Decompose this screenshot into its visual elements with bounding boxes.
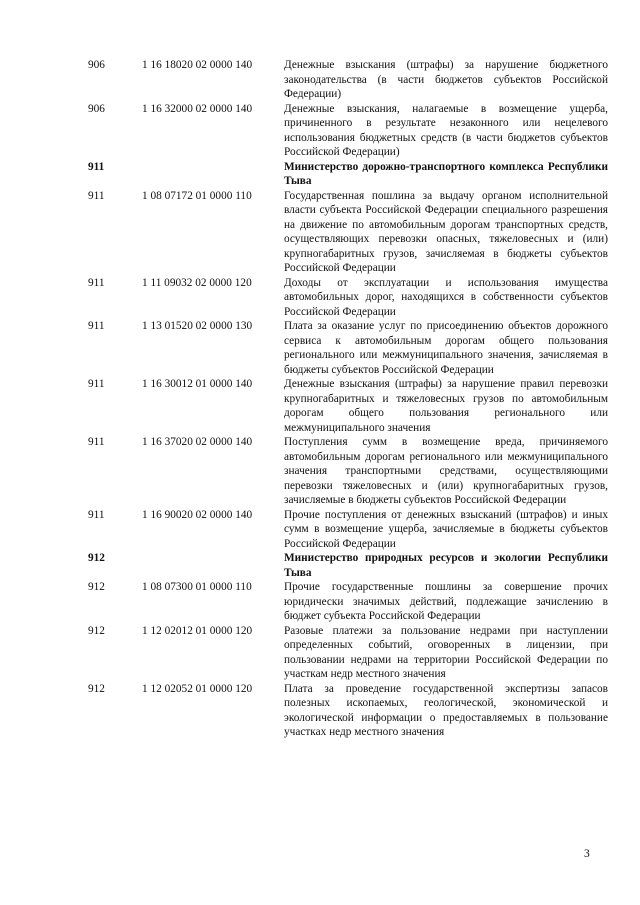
- administrator-code-cell: 912: [88, 682, 105, 695]
- revenue-description-cell: Государственная пошлина за выдачу органом исполнительной власти субъекта Российской Федерации специального разрешения на движение по автомобильным дорогам транспортных средств, осуществляющих перевозки опасных, тяжеловесных и (или) крупногабаритных грузов, зачисляемая в бюджеты субъектов Российской Федерации: [284, 189, 608, 274]
- table-row: [88, 102, 608, 160]
- page-number: 3: [584, 848, 590, 860]
- administrator-code-cell: 912: [88, 552, 105, 564]
- administrator-code-cell: 911: [88, 276, 105, 289]
- revenue-code-cell: 1 12 02012 01 0000 120: [142, 624, 253, 637]
- revenue-code-cell: 1 12 02052 01 0000 120: [142, 682, 253, 695]
- administrator-code-cell: 911: [88, 378, 105, 390]
- table-row: [88, 624, 608, 682]
- table-body: [88, 58, 608, 740]
- table-row: [88, 189, 608, 276]
- administrator-code-cell: 906: [88, 102, 105, 115]
- administrator-code-cell: 912: [88, 624, 105, 637]
- revenue-code-cell: 1 08 07300 01 0000 110: [142, 581, 252, 593]
- revenue-code-cell: 1 16 18020 02 0000 140: [142, 59, 253, 71]
- revenue-description-cell: Денежные взыскания (штрафы) за нарушение бюджетного законодательства (в части бюджетов субъектов Российской Федерации): [284, 59, 608, 100]
- administrator-code-cell: 911: [88, 320, 105, 332]
- administrator-code-cell: 911: [88, 189, 105, 202]
- table-row: [88, 319, 608, 377]
- revenue-code-cell: 1 08 07172 01 0000 110: [142, 189, 252, 202]
- revenue-description-cell: Разовые платежи за пользование недрами при наступлении определенных событий, оговоренных в лицензии, при пользовании недрами на территории Российской Федерации по участкам недр местного значения: [284, 624, 608, 680]
- revenue-description-cell: Поступления сумм в возмещение вреда, причиняемого автомобильным дорогам регионального или межмуниципального значения транспортными средствами, осуществляющими перевозки тяжеловесных и (или) крупногабаритных грузов, зачисляемые в бюджеты субъектов Российской Федерации: [284, 436, 608, 506]
- administrator-code-cell: 911: [88, 508, 105, 521]
- table-section-header-row: [88, 551, 608, 580]
- administrator-code-cell: 911: [88, 436, 105, 448]
- revenue-code-cell: [142, 551, 284, 580]
- table-row: [88, 508, 608, 552]
- revenue-description-cell: Министерство природных ресурсов и экологии Республики Тыва: [284, 552, 608, 579]
- revenue-description-cell: Денежные взыскания, налагаемые в возмещение ущерба, причиненного в результате незаконного или нецелевого использования бюджетных средств (в части бюджетов субъектов Российской Федерации): [284, 102, 608, 158]
- revenue-description-cell: Прочие государственные пошлины за совершение прочих юридически значимых действий, подлежащие зачислению в бюджет субъекта Российской Федерации: [284, 581, 608, 622]
- revenue-description-cell: Прочие поступления от денежных взысканий (штрафов) и иных сумм в возмещение ущерба, зачисляемые в бюджеты субъектов Российской Федерации: [284, 508, 608, 550]
- revenue-code-cell: 1 16 90020 02 0000 140: [142, 508, 253, 521]
- revenue-description-cell: Министерство дорожно-транспортного комплекса Республики Тыва: [284, 160, 608, 187]
- table-row: [88, 580, 608, 624]
- revenue-description-cell: Доходы от эксплуатации и использования имущества автомобильных дорог, находящихся в собственности субъектов Российской Федерации: [284, 276, 608, 318]
- table-row: [88, 58, 608, 102]
- revenue-description-cell: Плата за проведение государственной экспертизы запасов полезных ископаемых, геологической, экономической и экологической информации о предоставляемых в пользование участках недр местного значения: [284, 682, 608, 738]
- table-row: [88, 377, 608, 435]
- revenue-code-cell: 1 16 37020 02 0000 140: [142, 436, 253, 448]
- revenue-description-cell: Плата за оказание услуг по присоединению объектов дорожного сервиса к автомобильным дорогам общего пользования регионального или межмуниципального значения, зачисляемая в бюджеты субъектов Российской Федерации: [284, 320, 608, 376]
- administrator-code-cell: 906: [88, 59, 105, 71]
- revenue-code-cell: 1 16 30012 01 0000 140: [142, 378, 253, 390]
- revenue-codes-table: [88, 58, 608, 740]
- administrator-code-cell: 911: [88, 160, 105, 173]
- administrator-code-cell: 912: [88, 581, 105, 593]
- revenue-code-cell: 1 16 32000 02 0000 140: [142, 102, 253, 115]
- table-row: [88, 276, 608, 320]
- revenue-code-cell: 1 11 09032 02 0000 120: [142, 276, 252, 289]
- table-section-header-row: [88, 160, 608, 189]
- table-row: [88, 682, 608, 740]
- table-row: [88, 435, 608, 508]
- revenue-code-cell: 1 13 01520 02 0000 130: [142, 320, 253, 332]
- revenue-code-cell: [142, 160, 284, 189]
- revenue-description-cell: Денежные взыскания (штрафы) за нарушение правил перевозки крупногабаритных и тяжеловесных грузов по автомобильным дорогам общего пользования регионального или межмуниципального значения: [284, 378, 608, 434]
